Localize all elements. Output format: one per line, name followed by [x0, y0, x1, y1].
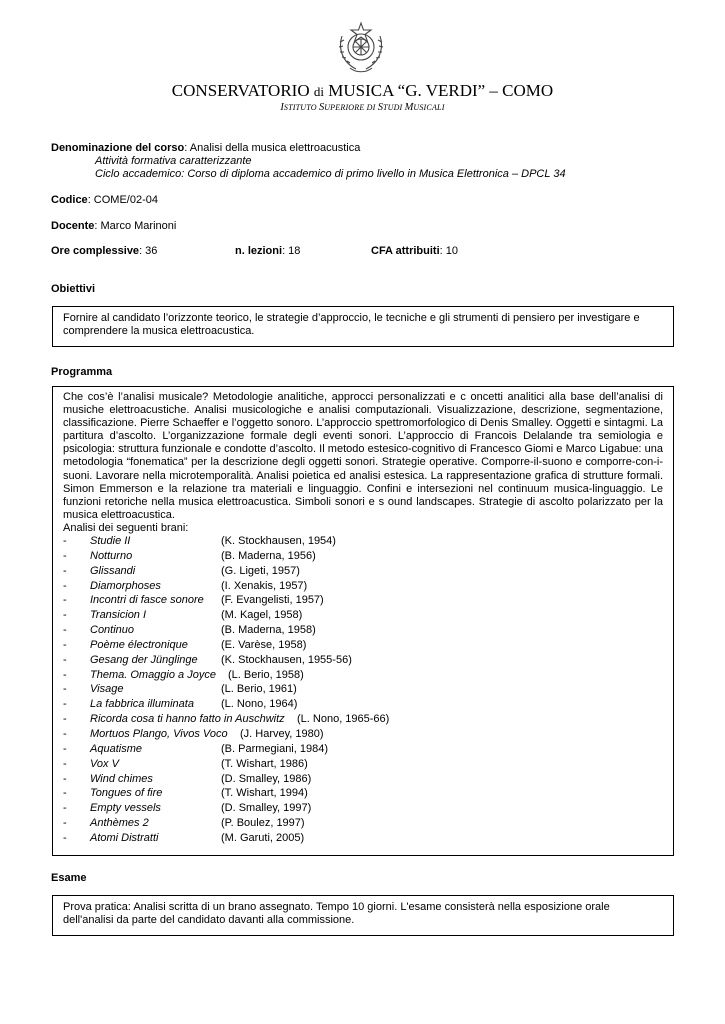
objectives-text: Fornire al candidato l’orizzonte teorico, le strategie d’approccio, le tecniche e gli strumenti di pensiero per investigare e comprendere la musica elettroacustica.	[63, 312, 640, 338]
program-list-intro: Analisi dei seguenti brani:	[63, 521, 189, 534]
work-credit: (L. Berio, 1958)	[228, 668, 304, 681]
work-item	[63, 594, 663, 609]
program-text: Che cos’è l’analisi musicale? Metodologie analitiche, approcci personalizzati e c oncetti analitici alla base dell’analisi di musiche elettroacustiche. Analisi musicologiche e analisi computazionali. Visualizzazione, descrizione, segmentazione, classificazione. Pierre Schaeffer e l’oggetto sonoro. L’approccio spettromorfologico di Denis Smalley. Oggetti e sintagmi. La partitura d’ascolto. L’organizzazione formale degli eventi sonori. L’approccio di Francois Delalande tra semiologia e psicologia: struttura funzionale e condotte d’ascolto. Il metodo estesico-cognitivo di Francesco Giomi e Marco Ligabue: una metodologia “fonematica” per la descrizione degli oggetti sonori. Strategie operative. Comporre-il-suono e comporre-con-i-suoni. Lavorare nella microtemporalità. Analisi poietica ed analisi estesica. La rappresentazione grafica di strutture formali. Simon Emmerson e la relazione tra materiali e linguaggio. Confini e intersezioni nel continuum musica-linguaggio. Le funzioni retoriche nella musica elettroacustica. Simboli sonori e s ound landscapes. Strategie di ascolto polarizzato per la musica elettroacustica.	[63, 391, 663, 521]
course-lessons-value: : 18	[282, 245, 301, 257]
course-cfa-label: CFA attribuiti	[371, 245, 440, 257]
course-teacher-value: : Marco Marinoni	[94, 220, 177, 232]
work-title: Vox V	[90, 757, 119, 770]
work-title: Thema. Omaggio a Joyce	[90, 668, 216, 681]
work-title: Visage	[90, 683, 124, 696]
course-cfa-value: : 10	[439, 245, 459, 257]
work-title: Ricorda cosa ti hanno fatto in Auschwitz	[90, 713, 285, 726]
exam-text: Prova pratica: Analisi scritta di un brano assegnato. Tempo 10 giorni. L'esame consisterà nella esposizione orale dell'analisi da parte del candidato davanti alla commissione.	[63, 901, 610, 927]
work-title: Empty vessels	[90, 802, 161, 815]
course-name	[51, 142, 360, 155]
course-name-value: : Analisi della musica elettroacustica	[184, 142, 361, 154]
work-credit: (B. Maderna, 1956)	[221, 549, 316, 562]
work-item	[63, 758, 663, 773]
works-list	[63, 535, 663, 847]
work-item	[63, 609, 663, 624]
work-item	[63, 773, 663, 788]
course-name-label: Denominazione del corso	[51, 142, 185, 154]
work-credit: (B. Parmegiani, 1984)	[221, 742, 328, 755]
work-item	[63, 698, 663, 713]
work-credit: (M. Kagel, 1958)	[221, 609, 303, 622]
work-credit: (L. Nono, 1964)	[221, 698, 298, 711]
work-item	[63, 817, 663, 832]
work-bullet: -	[63, 638, 67, 651]
course-hours-value: : 36	[139, 245, 158, 257]
work-title: Glissandi	[90, 564, 136, 577]
work-bullet: -	[63, 624, 67, 637]
work-item	[63, 728, 663, 743]
work-credit: (P. Boulez, 1997)	[221, 817, 305, 830]
institution-title: CONSERVATORIO di MUSICA “G. VERDI” – COMO	[171, 81, 554, 100]
work-bullet: -	[63, 653, 67, 666]
work-title: Tongues of fire	[90, 787, 163, 800]
work-title: Notturno	[90, 549, 133, 562]
course-lessons	[235, 245, 300, 258]
work-title: Continuo	[90, 624, 135, 637]
work-credit: (I. Xenakis, 1957)	[221, 579, 308, 592]
course-code-label: Codice	[51, 194, 88, 206]
work-item	[63, 683, 663, 698]
course-lessons-label: n. lezioni	[235, 245, 283, 257]
course-teacher	[51, 220, 176, 233]
work-item	[63, 550, 663, 565]
exam-box	[52, 895, 674, 936]
work-bullet: -	[63, 535, 67, 548]
work-title: Aquatisme	[90, 742, 142, 755]
work-item	[63, 832, 663, 847]
work-bullet: -	[63, 772, 67, 785]
work-bullet: -	[63, 549, 67, 562]
work-credit: (E. Varèse, 1958)	[221, 638, 307, 651]
course-hours-label: Ore complessive	[51, 245, 140, 257]
work-title: Poème électronique	[90, 638, 188, 651]
work-item	[63, 639, 663, 654]
work-title: Atomi Distratti	[90, 831, 159, 844]
work-title: Diamorphoses	[90, 579, 161, 592]
work-bullet: -	[63, 609, 67, 622]
program-box	[52, 386, 674, 856]
work-credit: (L. Nono, 1965-66)	[297, 713, 390, 726]
work-item	[63, 713, 663, 728]
work-credit: (D. Smalley, 1986)	[221, 772, 312, 785]
work-title: Incontri di fasce sonore	[90, 594, 204, 607]
work-bullet: -	[63, 713, 67, 726]
work-bullet: -	[63, 742, 67, 755]
work-credit: (L. Berio, 1961)	[221, 683, 297, 696]
work-item	[63, 654, 663, 669]
work-bullet: -	[63, 817, 67, 830]
course-code-value: : COME/02-04	[87, 194, 158, 206]
work-item	[63, 624, 663, 639]
work-item	[63, 743, 663, 758]
program-heading: Programma	[51, 366, 113, 378]
work-title: Anthèmes 2	[90, 817, 149, 830]
course-activity: Attività formativa caratterizzante	[95, 155, 252, 167]
objectives-box	[52, 306, 674, 347]
work-title: Studie II	[90, 535, 131, 548]
work-bullet: -	[63, 579, 67, 592]
republic-emblem-icon	[336, 20, 386, 76]
work-credit: (M. Garuti, 2005)	[221, 831, 305, 844]
work-credit: (F. Evangelisti, 1957)	[221, 594, 324, 607]
work-item	[63, 669, 663, 684]
course-code	[51, 194, 158, 207]
work-credit: (T. Wishart, 1994)	[221, 787, 308, 800]
work-credit: (T. Wishart, 1986)	[221, 757, 308, 770]
course-hours	[51, 245, 157, 258]
work-item	[63, 535, 663, 550]
course-teacher-label: Docente	[51, 220, 95, 232]
work-bullet: -	[63, 757, 67, 770]
work-item	[63, 580, 663, 595]
work-bullet: -	[63, 683, 67, 696]
work-item	[63, 565, 663, 580]
work-title: Mortuos Plango, Vivos Voco	[90, 728, 228, 740]
work-bullet: -	[63, 564, 67, 577]
work-item	[63, 802, 663, 817]
course-cycle: Ciclo accademico: Corso di diploma accademico di primo livello in Musica Elettronica – DPCL 34	[95, 168, 566, 180]
work-credit: (K. Stockhausen, 1955-56)	[221, 653, 352, 666]
work-item	[63, 787, 663, 802]
course-cfa	[371, 245, 458, 258]
work-bullet: -	[63, 831, 67, 844]
work-bullet: -	[63, 698, 67, 711]
work-title: Transicion I	[90, 609, 147, 622]
work-title: Gesang der Jünglinge	[90, 653, 198, 666]
objectives-heading: Obiettivi	[51, 283, 96, 295]
institution-subtitle: ISTITUTO SUPERIORE DI STUDI MUSICALI	[280, 102, 445, 113]
work-credit: (G. Ligeti, 1957)	[221, 564, 300, 577]
work-credit: (D. Smalley, 1997)	[221, 802, 312, 815]
work-title: Wind chimes	[90, 772, 153, 785]
work-bullet: -	[63, 594, 67, 607]
work-credit: (K. Stockhausen, 1954)	[221, 535, 336, 548]
work-bullet: -	[63, 728, 67, 740]
work-credit: (J. Harvey, 1980)	[240, 728, 324, 740]
work-bullet: -	[63, 668, 67, 681]
exam-heading: Esame	[51, 872, 87, 884]
work-title: La fabbrica illuminata	[90, 698, 194, 711]
work-bullet: -	[63, 787, 67, 800]
work-credit: (B. Maderna, 1958)	[221, 624, 316, 637]
work-bullet: -	[63, 802, 67, 815]
